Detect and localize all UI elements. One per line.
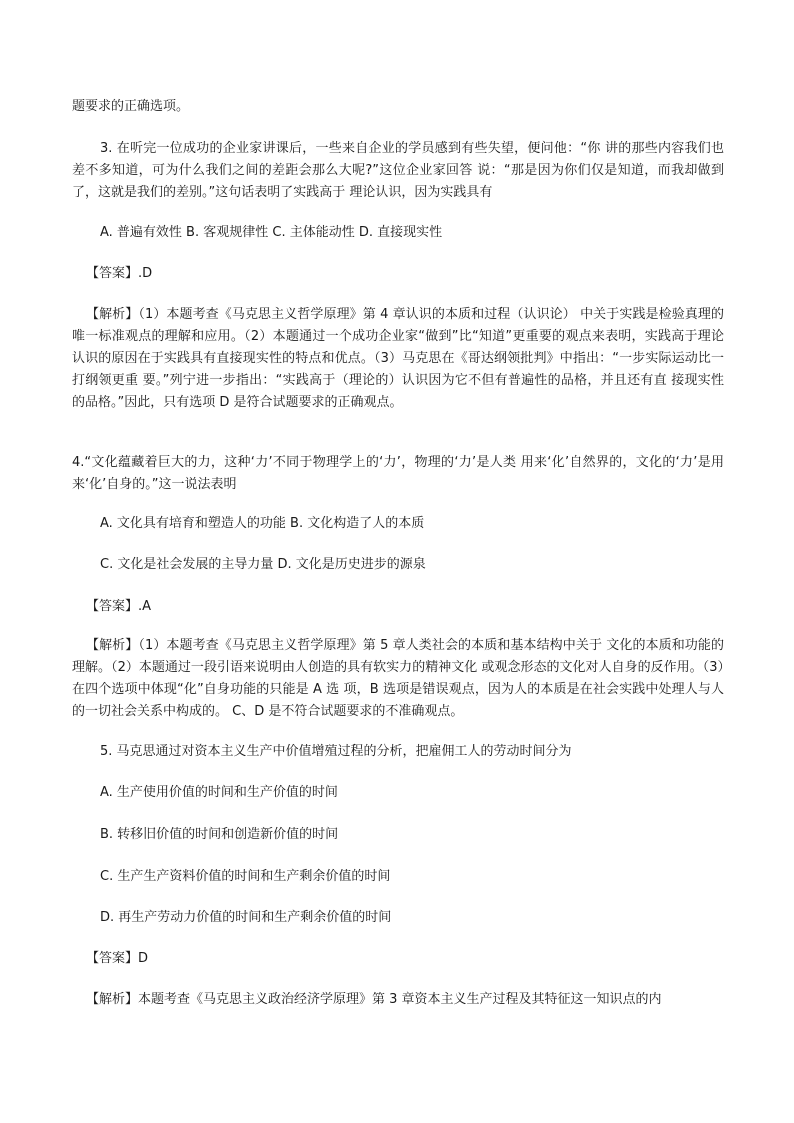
question-4-answer: 【答案】.A bbox=[86, 599, 152, 614]
question-5-option-c: C. 生产生产资料价值的时间和生产剩余价值的时间 bbox=[100, 869, 391, 884]
question-4-stem: 4.“文化蕴藏着巨大的力，这种‘力’不同于物理学上的‘力’，物理的‘力’是人类 用来‘化’自然界的，文化的‘力’是用来‘化’自身的。”这一说法表明 bbox=[72, 455, 724, 492]
question-5-option-d: D. 再生产劳动力价值的时间和生产剩余价值的时间 bbox=[100, 910, 392, 925]
question-3-stem: 3. 在听完一位成功的企业家讲课后，一些来自企业的学员感到有些失望，便问他：“你 讲的那些内容我们也差不多知道，可为什么我们之间的差距会那么大呢?”这位企业家回答 说：“那是因为你们仅是知道，而我却做到了，这就是我们的差别。”这句话表明了实践高于 理论认识，因为实践具有 bbox=[72, 141, 724, 200]
question-4-options-row-1: A. 文化具有培育和塑造人的功能 B. 文化构造了人的本质 bbox=[100, 516, 425, 531]
question-5-answer: 【答案】D bbox=[86, 951, 149, 966]
question-4-options-row-2: C. 文化是社会发展的主导力量 D. 文化是历史进步的源泉 bbox=[100, 557, 426, 572]
question-5-stem: 5. 马克思通过对资本主义生产中价值增殖过程的分析，把雇佣工人的劳动时间分为 bbox=[100, 744, 572, 759]
question-3-options: A. 普遍有效性 B. 客观规律性 C. 主体能动性 D. 直接现实性 bbox=[100, 225, 443, 240]
question-3-analysis: 【解析】（1）本题考查《马克思主义哲学原理》第 4 章认识的本质和过程（认识论） 中关于实践是检验真理的唯一标准观点的理解和应用。（2）本题通过一个成功企业家“做到”比“知道”更重要的观点来表明，实践高于理论认识的原因在于实践具有直接现实性的特点和优点。（3）马克思在《哥达纲领批判》中指出：“一步实际运动比一打纲领更重 要。”列宁进一步指出：“实践高于（理论的）认识因为它不但有普遍性的品格，并且还有直 接现实性的品格。”因此，只有选项 D 是符合试题要求的正确观点。 bbox=[72, 307, 724, 410]
question-5-option-a: A. 生产使用价值的时间和生产价值的时间 bbox=[100, 785, 338, 800]
question-5-analysis: 【解析】本题考查《马克思主义政治经济学原理》第 3 章资本主义生产过程及其特征这一知识点的内 bbox=[86, 992, 662, 1007]
question-4-analysis: 【解析】（1）本题考查《马克思主义哲学原理》第 5 章人类社会的本质和基本结构中关于 文化的本质和功能的理解。（2）本题通过一段引语来说明由人创造的具有软实力的精神文化 或观念形态的文化对人自身的反作用。（3）在四个选项中体现“化”自身功能的只能是 A 选 项，B 选项是错误观点，因为人的本质是在社会实践中处理人与人的一切社会关系中构成的。 C、D 是不符合试题要求的不准确观点。 bbox=[72, 638, 724, 719]
continuation-text: 题要求的正确选项。 bbox=[72, 99, 190, 114]
question-5-option-b: B. 转移旧价值的时间和创造新价值的时间 bbox=[100, 827, 339, 842]
question-3-answer: 【答案】.D bbox=[86, 266, 153, 281]
